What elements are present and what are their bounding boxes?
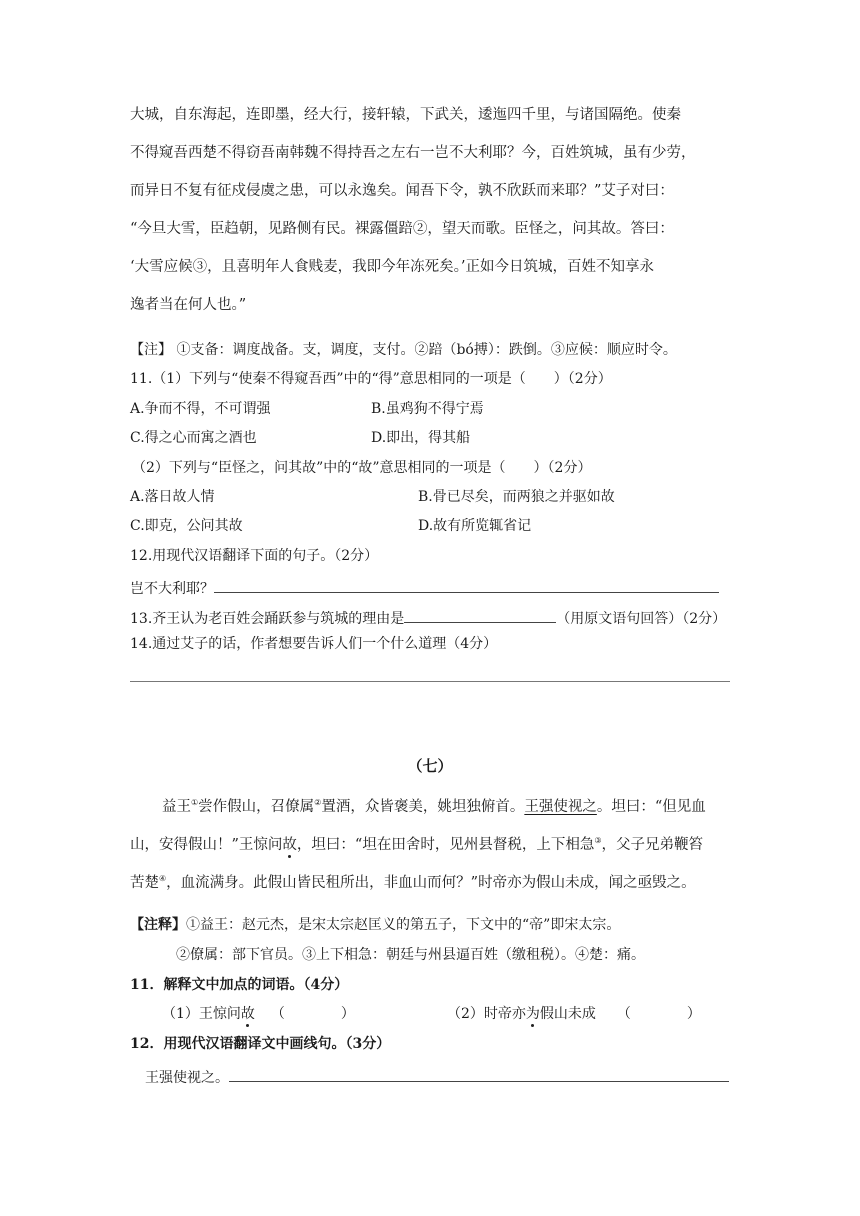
- question-11b-item1: [162, 1007, 355, 1021]
- option-b: B.骨已尽矣，而两狼之并驱如故: [418, 489, 615, 505]
- option-d: D.即出，得其船: [371, 430, 471, 446]
- passage-line: “今旦大雪，臣趋朝，见路侧有民。裸露僵踣②，望天而歌。臣怪之，问其故。答曰：: [130, 221, 674, 237]
- passage-line: [130, 876, 696, 891]
- text-span: （2）时帝亦: [447, 1006, 526, 1022]
- option-c: C.即克，公问其故: [130, 518, 243, 534]
- text-span: ，坦曰：“坦在田舍时，见州县督税，上下相急: [296, 837, 595, 853]
- answer-blank[interactable]: [214, 578, 719, 593]
- footnote-mark: ③: [594, 836, 602, 845]
- answer-parentheses[interactable]: 假山未成 （ ）: [539, 1006, 701, 1022]
- footnote-mark: ①: [191, 798, 199, 807]
- passage-line: 而异日不复有征戍侵虞之患，可以永逸矣。闻吾下令，孰不欣跃而来耶？”艾子对曰：: [130, 183, 674, 199]
- text-span: 山，安得假山！”王惊问: [130, 837, 283, 853]
- annotation-line: [130, 918, 620, 932]
- passage-line: 逸者当在何人也。”: [130, 297, 247, 313]
- answer-blank[interactable]: [229, 1067, 729, 1082]
- text-span: 。坦曰：“但见血: [596, 799, 706, 815]
- passage-line: [162, 800, 706, 815]
- footnote-mark: ④: [159, 874, 167, 883]
- translate-sentence: 岂不大利耶？: [130, 581, 214, 597]
- passage-line: ‘大雪应候③，且喜明年人食贱麦，我即今年冻死矣。’正如今日筑城，百姓不知享永: [130, 259, 654, 275]
- text-span: 尝作假山，召僚属: [198, 799, 315, 815]
- dotted-word: 为: [525, 1006, 540, 1022]
- dotted-word: 故: [240, 1006, 255, 1022]
- option-a: A.落日故人情: [130, 489, 215, 505]
- question-11-part2: （2）下列与“臣怪之，问其故”中的“故”意思相同的一项是（ ）（2分）: [132, 460, 592, 476]
- option-d: D.故有所览辄省记: [418, 518, 532, 534]
- passage-note: 【注】 ①支备：调度战备。支，调度，支付。②踣（bó搏）：跌倒。③应候：顺应时令。: [130, 342, 677, 358]
- question-11-part1: 11.（1）下列与“使秦不得窥吾西”中的“得”意思相同的一项是（ ）（2分）: [130, 371, 612, 387]
- answer-blank[interactable]: [404, 608, 556, 623]
- section-title: （七）: [407, 757, 453, 775]
- text-span: ，血流满身。此假山皆民租所出，非血山而何？”时帝亦为假山未成，闻之亟毁之。: [166, 875, 696, 891]
- annotation-line: ②僚属：部下官员。③上下相急：朝廷与州县逼百姓（缴租税）。④楚：痛。: [176, 947, 645, 963]
- passage-line: [130, 838, 703, 853]
- option-b: B.虽鸡狗不得宁焉: [371, 401, 484, 417]
- question-12b: 12．用现代汉语翻译文中画线句。（3分）: [130, 1036, 391, 1052]
- text-span: 益王: [162, 799, 191, 815]
- text-span: ，父子兄弟鞭笞: [601, 837, 704, 853]
- answer-parentheses[interactable]: （ ）: [270, 1006, 355, 1022]
- dotted-word: 故: [282, 837, 297, 853]
- question-13-instruction: （用原文语句回答）（2分）: [556, 611, 727, 627]
- question-12: 12.用现代汉语翻译下面的句子。（2分）: [130, 548, 379, 564]
- text-span: 置酒，众皆褒美，姚坦独俯首。: [321, 799, 525, 815]
- question-14: 14.通过艾子的话，作者想要告诉人们一个什么道理（4分）: [130, 636, 498, 652]
- answer-line[interactable]: [130, 681, 730, 682]
- question-11b: 11．解释文中加点的词语。（4分）: [130, 977, 349, 993]
- passage-line: 不得窥吾西楚不得窃吾南韩魏不得持吾之左右一岂不大利耶？今，百姓筑城，虽有少劳，: [130, 145, 696, 161]
- footnote-mark: ②: [314, 798, 322, 807]
- question-11b-item2: [447, 1007, 701, 1021]
- text-span: （1）王惊问: [162, 1006, 241, 1022]
- question-13-stem: 13.齐王认为老百姓会踊跃参与筑城的理由是: [130, 611, 405, 627]
- passage-line: 大城，自东海起，连即墨，经大行，接轩辕，下武关，逶迤四千里，与诸国隔绝。使秦: [130, 107, 681, 123]
- question-13: [130, 608, 726, 626]
- translate-sentence: 王强使视之。: [145, 1070, 229, 1086]
- translate-sentence-line: [130, 578, 719, 596]
- underlined-sentence: 王强使视之: [524, 799, 597, 815]
- annotation-text: ①益王：赵元杰，是宋太宗赵匡义的第五子，下文中的“帝”即宋太宗。: [186, 917, 621, 933]
- text-span: 苦楚: [130, 875, 159, 891]
- annotation-label: 【注释】: [130, 917, 186, 933]
- option-c: C.得之心而寓之酒也: [130, 430, 257, 446]
- translate-sentence-line: [145, 1067, 729, 1085]
- option-a: A.争而不得，不可谓强: [130, 401, 271, 417]
